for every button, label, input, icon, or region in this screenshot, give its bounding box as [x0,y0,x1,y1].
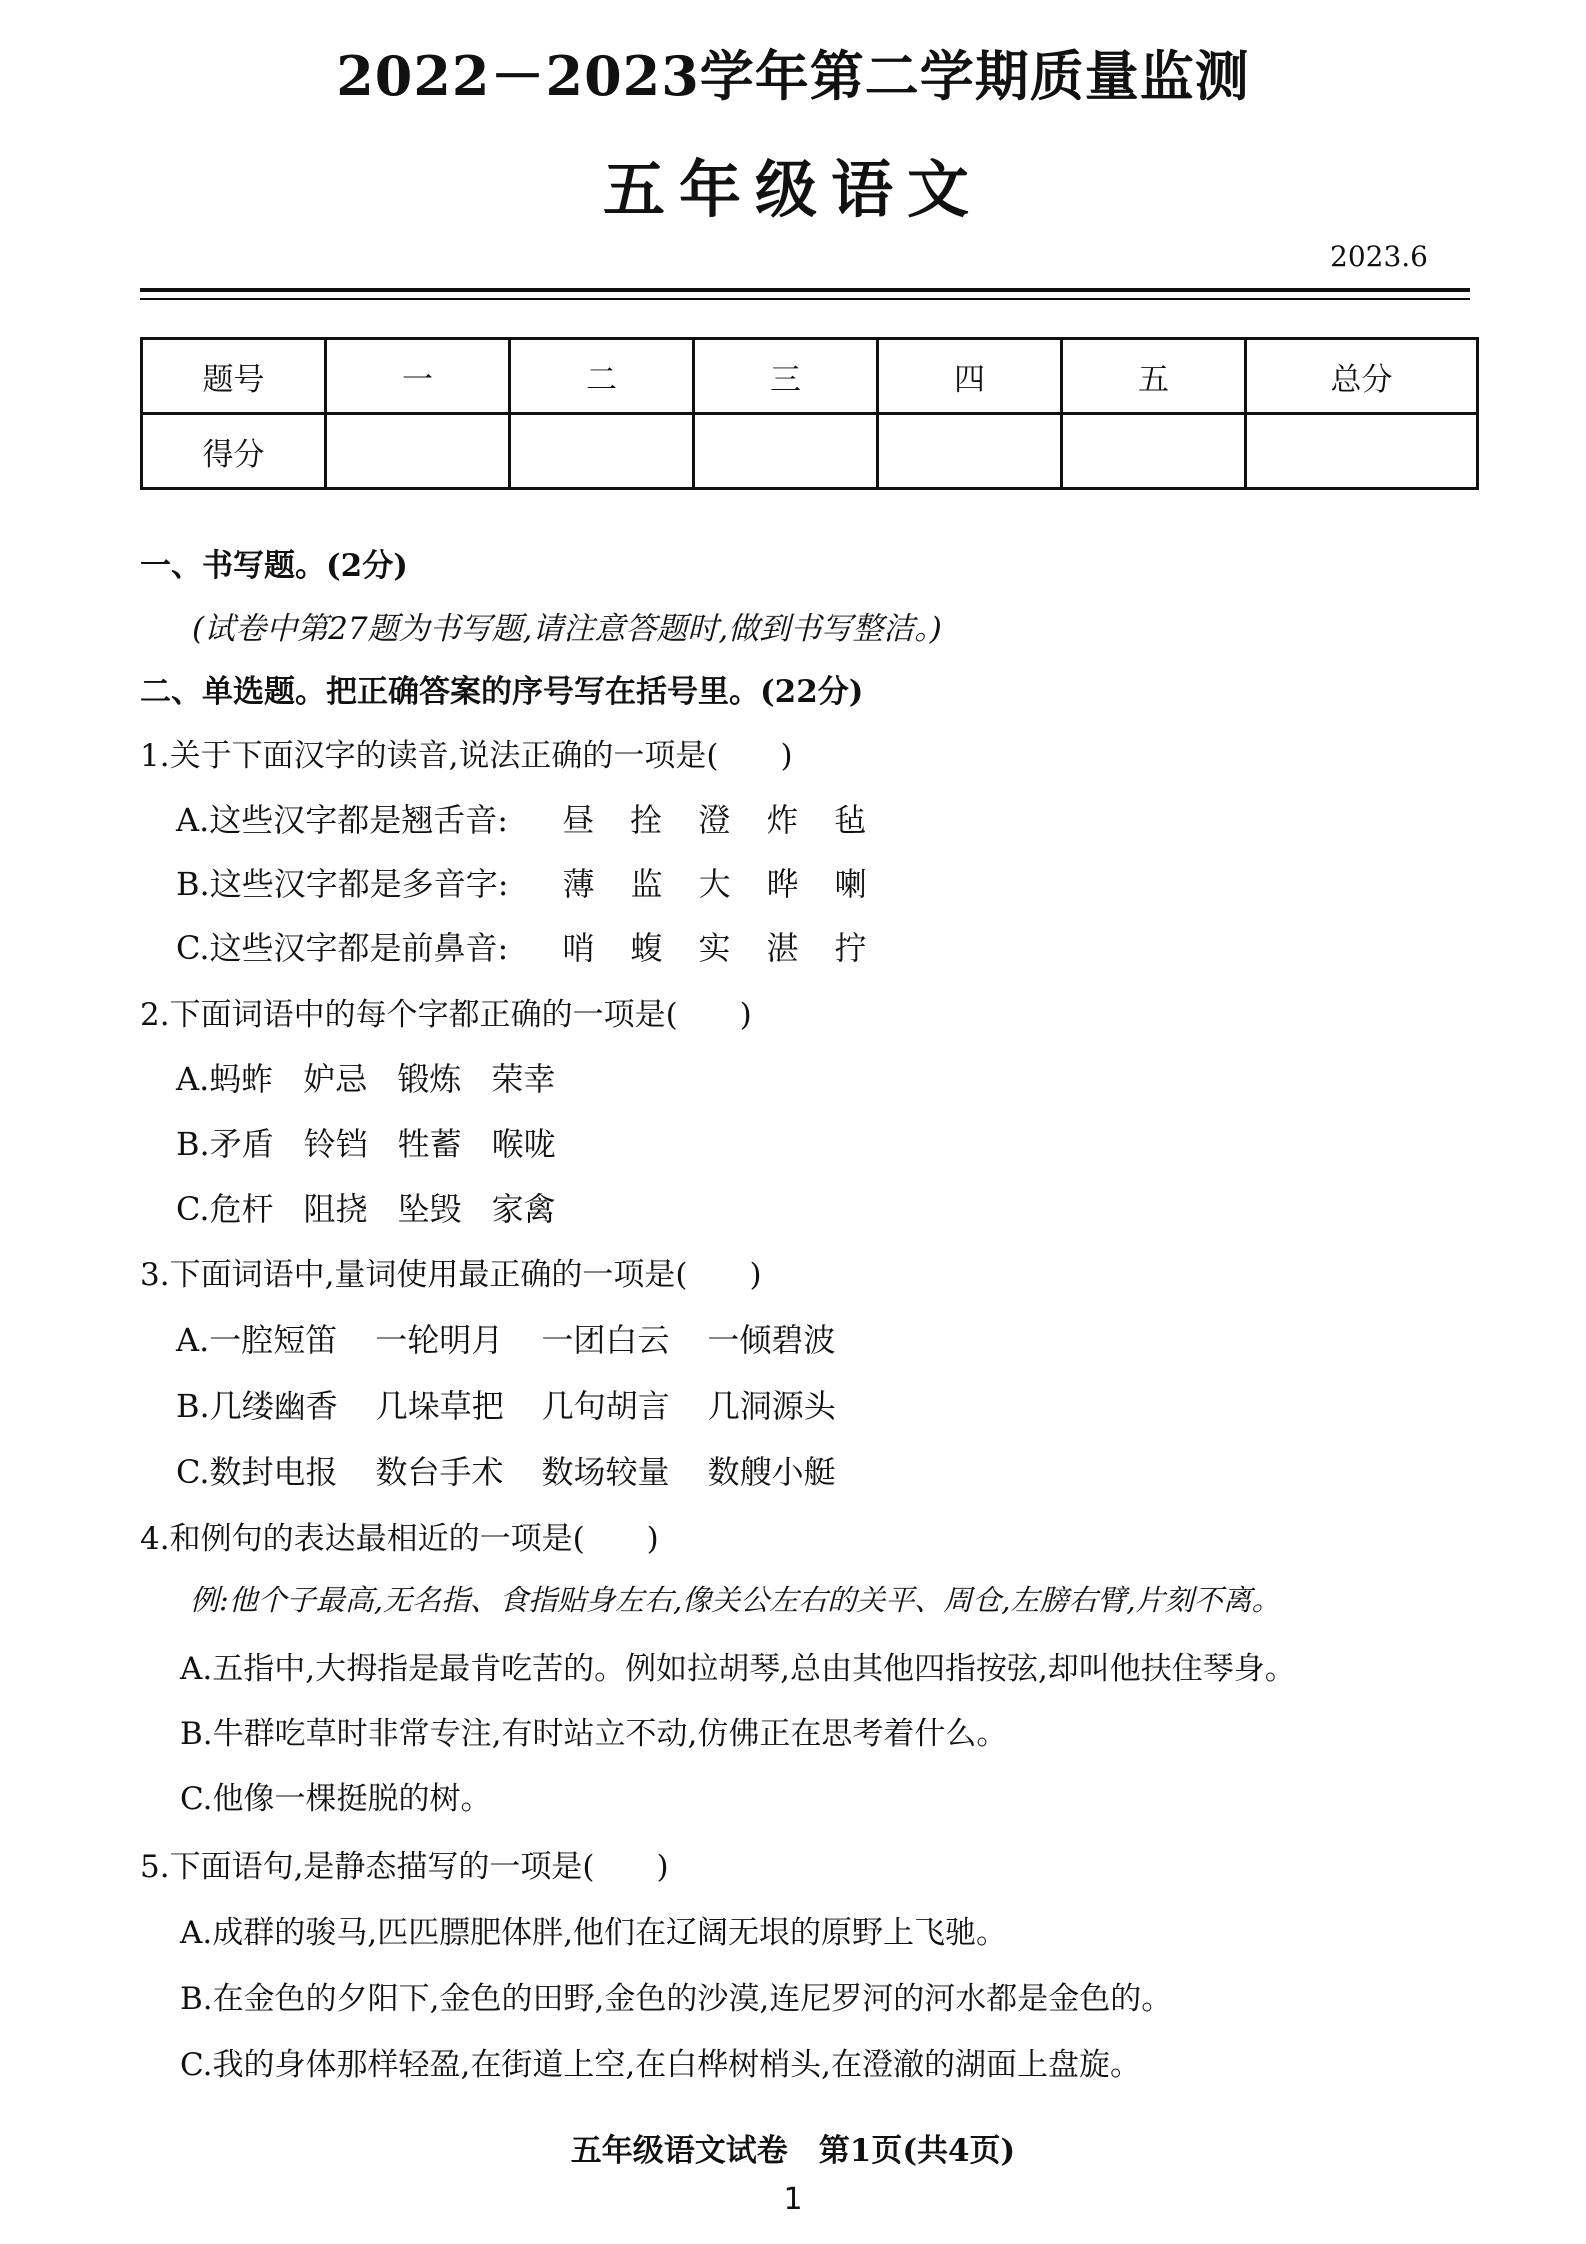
score-table-header-row [142,339,1478,414]
q4-option-c[interactable]: C.他像一棵挺脱的树。 [180,1781,492,1817]
q2-c-word: 阻挠 [303,1190,368,1228]
q5-option-c[interactable]: C.我的身体那样轻盈,在街道上空,在白桦树梢头,在澄澈的湖面上盘旋。 [180,2047,1142,2083]
q5-stem: 5.下面语句,是静态描写的一项是( ) [140,1849,669,1885]
q4-option-a[interactable]: A.五指中,大拇指是最肯吃苦的。例如拉胡琴,总由其他四指按弦,却叫他扶住琴身。 [180,1651,1296,1687]
q2-option-c[interactable] [176,1184,586,1230]
q1-b-char: 薄 [562,865,595,903]
q2-b-word: B.矛盾 [176,1125,274,1163]
q2-c-word: 坠毁 [397,1190,462,1228]
q1-stem: 1.关于下面汉字的读音,说法正确的一项是( ) [140,738,793,774]
q4-option-b[interactable]: B.牛群吃草时非常专注,有时站立不动,仿佛正在思考着什么。 [180,1716,1008,1752]
q1-b-char: 大 [698,865,731,903]
score-input-cell[interactable] [510,414,694,489]
q3-option-b[interactable] [176,1381,874,1427]
q4-example: 例:他个子最高,无名指、食指贴身左右,像关公左右的关平、周仓,左膀右臂,片刻不离。 [190,1583,1281,1617]
score-table-score-row [142,414,1478,489]
score-input-cell[interactable] [878,414,1062,489]
score-table-cell: 三 [694,339,878,414]
page-number: 1 [783,2182,803,2217]
exam-subject: 五年级语文 [602,153,983,226]
section1-heading: 一、书写题。(2分) [140,548,408,584]
q3-c-word: 数场较量 [541,1453,670,1491]
q2-c-word: 家禽 [491,1190,556,1228]
q1-a-char: 炸 [766,801,799,839]
score-table-cell: 四 [878,339,1062,414]
q1-b-char: 喇 [834,865,867,903]
q3-a-word: 一团白云 [541,1321,670,1359]
q3-c-word: C.数封电报 [176,1453,338,1491]
q3-c-word: 数台手术 [375,1453,504,1491]
score-table-cell: 一 [326,339,510,414]
score-table-cell: 总分 [1246,339,1478,414]
q3-option-c[interactable] [176,1447,874,1493]
q3-b-word: 几洞源头 [707,1387,836,1425]
q2-a-word: 锻炼 [397,1060,462,1098]
q1-c-char: 蝮 [630,929,663,967]
q2-b-word: 铃铛 [303,1125,368,1163]
exam-title: 2022－2023学年第二学期质量监测 [336,44,1250,108]
score-input-cell[interactable] [694,414,878,489]
q4-stem: 4.和例句的表达最相近的一项是( ) [140,1521,659,1557]
score-table-cell: 二 [510,339,694,414]
score-table [140,337,1479,490]
q1-option-c[interactable] [176,923,902,969]
score-input-cell[interactable] [1246,414,1478,489]
q3-a-word: A.一腔短笛 [176,1321,338,1359]
q1-a-char: 澄 [698,801,731,839]
q1-option-c-label: C.这些汉字都是前鼻音: [176,929,509,967]
exam-date: 2023.6 [1330,240,1428,273]
q2-option-a[interactable] [176,1054,585,1100]
q3-b-word: B.几缕幽香 [176,1387,338,1425]
q1-b-char: 监 [630,865,663,903]
q1-c-char: 实 [698,929,731,967]
q1-option-b[interactable] [176,859,903,905]
q1-a-char: 拴 [630,801,663,839]
q5-option-a[interactable]: A.成群的骏马,匹匹膘肥体胖,他们在辽阔无垠的原野上飞驰。 [180,1915,1007,1951]
q2-c-word: C.危杆 [176,1190,274,1228]
q3-b-word: 几垛草把 [375,1387,504,1425]
score-table-cell: 题号 [142,339,326,414]
header-rule-thin [140,298,1470,300]
q1-b-char: 晔 [766,865,799,903]
q1-c-char: 哨 [562,929,595,967]
q1-c-char: 湛 [766,929,799,967]
q1-a-char: 昼 [562,801,595,839]
q1-option-a-label: A.这些汉字都是翘舌音: [176,801,509,839]
q1-option-a[interactable] [176,795,902,841]
score-table-cell: 五 [1062,339,1246,414]
q3-c-word: 数艘小艇 [707,1453,836,1491]
q2-b-word: 喉咙 [491,1125,556,1163]
q2-option-b[interactable] [176,1119,586,1165]
q3-a-word: 一轮明月 [375,1321,504,1359]
header-rule-thick [140,288,1470,292]
q2-a-word: A.蚂蚱 [176,1060,274,1098]
q1-a-char: 毡 [834,801,867,839]
score-input-cell[interactable] [326,414,510,489]
q1-c-char: 拧 [834,929,867,967]
q2-a-word: 荣幸 [491,1060,556,1098]
score-table-cell: 得分 [142,414,326,489]
q3-b-word: 几句胡言 [541,1387,670,1425]
score-input-cell[interactable] [1062,414,1246,489]
section1-note: (试卷中第27题为书写题,请注意答题时,做到书写整洁。) [192,611,942,647]
q3-a-word: 一倾碧波 [707,1321,836,1359]
q5-option-b[interactable]: B.在金色的夕阳下,金色的田野,金色的沙漠,连尼罗河的河水都是金色的。 [180,1981,1173,2017]
q1-option-b-label: B.这些汉字都是多音字: [176,865,509,903]
q3-stem: 3.下面词语中,量词使用最正确的一项是( ) [140,1257,762,1293]
q2-a-word: 妒忌 [303,1060,368,1098]
q3-option-a[interactable] [176,1315,873,1361]
q2-stem: 2.下面词语中的每个字都正确的一项是( ) [140,997,752,1033]
page-footer: 五年级语文试卷 第1页(共4页) [570,2133,1016,2169]
section2-heading: 二、单选题。把正确答案的序号写在括号里。(22分) [140,674,864,710]
q2-b-word: 牲蓄 [397,1125,462,1163]
